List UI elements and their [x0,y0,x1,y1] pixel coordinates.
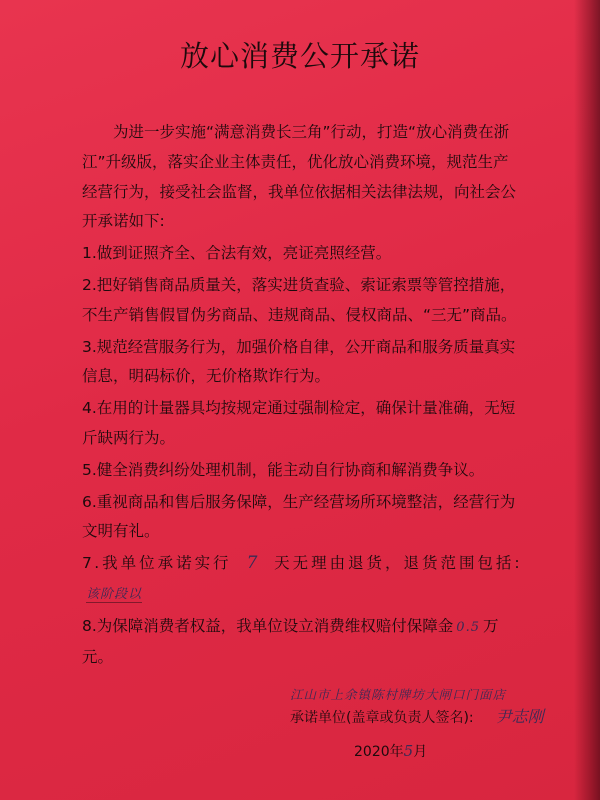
item8-suffix: 万元。 [82,616,499,666]
commitment-item-8 [82,612,522,673]
return-days-handwritten: 7 [246,553,259,574]
page-title: 放心消费公开承诺 [179,39,420,73]
item8-prefix: 8.为保障消费者权益，我单位设立消费维权赔付保障金 [82,616,454,635]
item7-prefix: 7.我单位承诺实行 [82,554,232,573]
paper-edge-shadow [574,0,600,800]
commitment-item-3: 3.规范经营服务行为，加强价格自律，公开商品和服务质量真实信息，明码标价，无价格欺诈行为。 [82,337,516,386]
commitment-date [354,741,427,761]
commitment-item-1: 1.做到证照齐全、合法有效，亮证亮照经营。 [82,244,392,263]
commitment-item-6: 6.重视商品和售后服务保障，生产经营场所环境整洁，经营行为文明有礼。 [82,492,516,541]
signature-block [290,684,570,729]
intro-paragraph: 为进一步实施“满意消费长三角”行动，打造“放心消费在浙江”升级版，落实企业主体责任，优化放心消费环境，规范生产经营行为，接受社会监督，我单位依据相关法律法规，向社会公开承诺如下: [82,123,517,231]
commitment-item-4: 4.在用的计量器具均按规定通过强制检定，确保计量准确，无短斤缺两行为。 [82,399,516,447]
commitment-item-7 [82,549,522,610]
commitment-item-5: 5.健全消费纠纷处理机制，能主动自行协商和解消费争议。 [82,460,485,479]
store-name-handwritten: 江山市上余镇陈村牌坊大闸口门面店 [290,687,507,702]
commitment-item-2: 2.把好销售商品质量关，落实进货查验、索证索票等管控措施，不生产销售假冒伪劣商品、违规商品、侵权商品、“三无”商品。 [82,275,517,324]
commitment-body [82,118,522,674]
date-month-handwritten: 5 [403,742,414,760]
guarantee-amount-handwritten: 0.5 [456,619,480,635]
signature-label: 承诺单位(盖章或负责人签名): [290,710,474,726]
date-month-suffix: 月 [413,744,428,760]
item7-middle: 天无理由退货，退货范围包括: [273,554,523,573]
date-year: 2020年 [354,744,404,760]
signer-handwritten-signature: 尹志刚 [495,707,544,726]
return-scope-handwritten: 该阶段以 [86,586,143,602]
